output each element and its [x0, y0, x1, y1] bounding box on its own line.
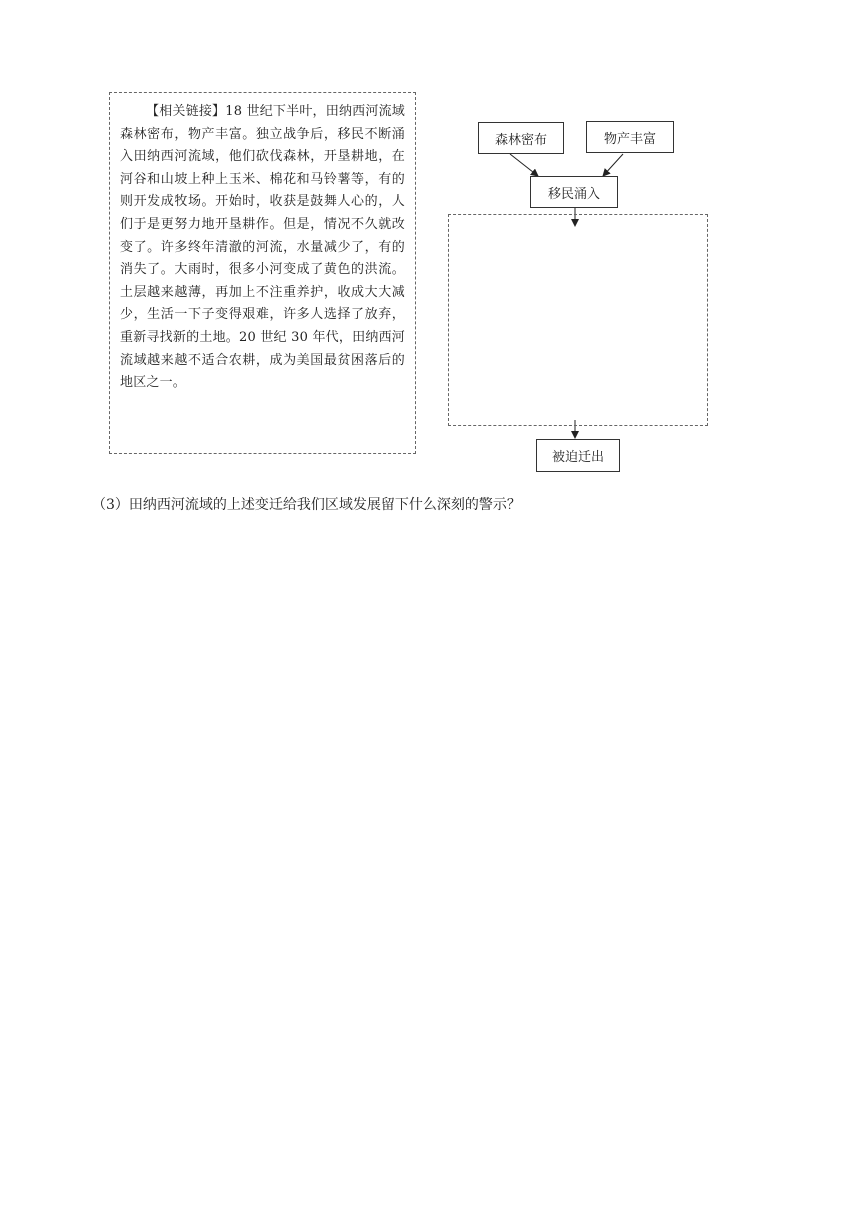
related-link-text: 【相关链接】18 世纪下半叶，田纳西河流域森林密布，物产丰富。独立战争后，移民不断涌入田纳西河流域，他们砍伐森林，开垦耕地，在河谷和山坡上种上玉米、棉花和马铃薯等，有的则开发成牧场。开始时，收获是鼓舞人心的，人们于是更努力地开垦耕作。但是，情况不久就改变了。许多终年清澈的河流，水量减少了，有的消失了。大雨时，很多小河变成了黄色的洪流。土层越来越薄，再加上不注重养护，收成大大减少，生活一下子变得艰难，许多人选择了放弃，重新寻找新的土地。20 世纪 30 年代，田纳西河流域越来越不适合农耕，成为美国最贫困落后的地区之一。 [120, 104, 405, 391]
node-forest: 森林密布 [478, 122, 564, 154]
question-3: （3）田纳西河流域的上述变迁给我们区域发展留下什么深刻的警示？ [92, 497, 521, 513]
blank-answer-area [448, 214, 708, 426]
node-forced-out: 被迫迁出 [536, 439, 620, 472]
related-link-box [109, 92, 416, 454]
node-immigration: 移民涌入 [530, 176, 618, 208]
arrow-resources-to-immigration [603, 154, 623, 176]
flow-diagram [440, 110, 730, 480]
node-resources: 物产丰富 [586, 121, 674, 153]
arrow-forest-to-immigration [510, 154, 538, 176]
